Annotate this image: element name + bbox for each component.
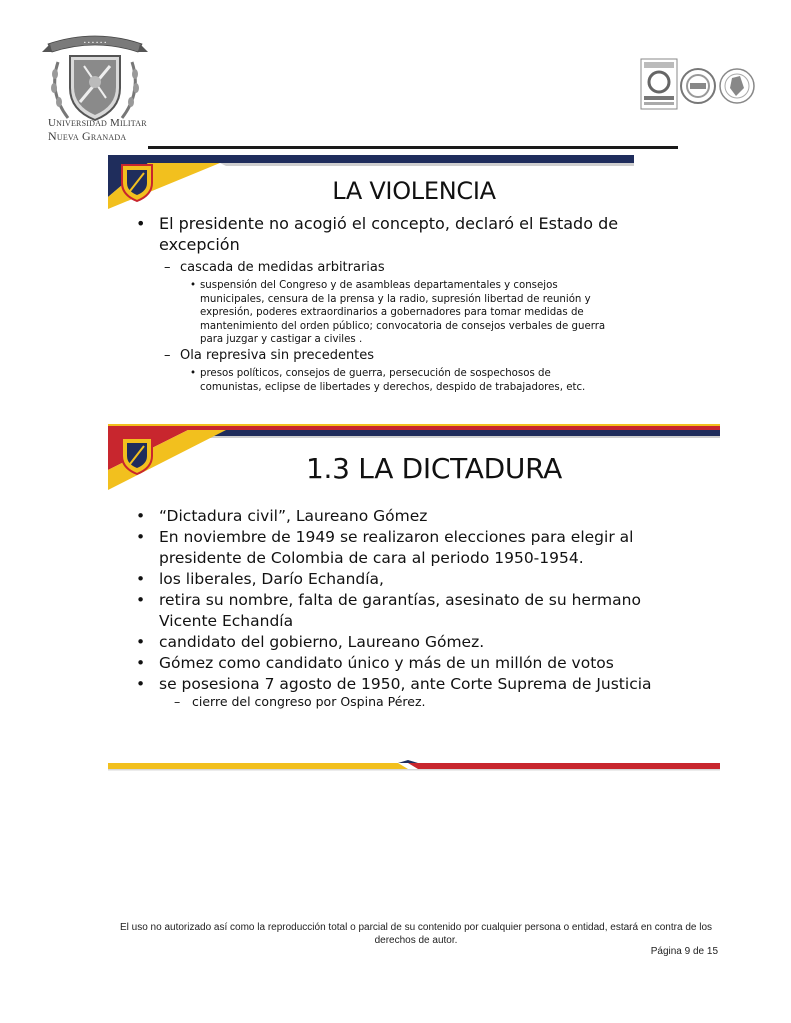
list-item: • Gómez como candidato único y más de un millón de votos [136, 653, 654, 674]
list-item: • se posesiona 7 agosto de 1950, ante Corte Suprema de Justicia [136, 674, 654, 695]
detail-item: • presos políticos, consejos de guerra, persecución de sospechosos de comunistas, eclipse de libertades y derechos, despido de trabajadores, etc. [200, 367, 610, 394]
quality-seal-icon [720, 69, 754, 103]
header-divider [148, 146, 678, 149]
sub-item-text: Ola represiva sin precedentes [180, 348, 375, 363]
list-item: • El presidente no acogió el concepto, declaró el Estado de excepción [136, 213, 712, 255]
university-name-line2: Nueva Granada [48, 129, 127, 143]
list-item: • candidato del gobierno, Laureano Gómez. [136, 632, 654, 653]
slide-title: 1.3 LA DICTADURA [306, 452, 562, 485]
slide-title: LA VIOLENCIA [332, 177, 496, 205]
list-item: • En noviembre de 1949 se realizaron elecciones para elegir al presidente de Colombia de cara al periodo 1950-1954. [136, 527, 654, 569]
detail-item: • suspensión del Congreso y de asambleas departamentales y consejos municipales, censura de la prensa y la radio, supresión libertad de reunión y expresión, poderes extraordinarios a gobernadores para tomar medidas de mantenimiento del orden público; convocatoria de consejos verbales de guerra para juzgar y castigar a civiles . [200, 279, 620, 347]
bullet-list [136, 506, 654, 695]
svg-text:• • • • • •: • • • • • • [83, 41, 107, 46]
list-item: • “Dictadura civil”, Laureano Gómez [136, 506, 654, 527]
icontec-certification-icon [641, 59, 677, 109]
dash-marker: – [174, 694, 181, 709]
page-number: Página 9 de 15 [650, 946, 718, 957]
slide-la-violencia [108, 155, 720, 417]
bullet-list [136, 213, 712, 255]
sub-item-text: cierre del congreso por Ospina Pérez. [192, 694, 426, 709]
sub-item-text: cascada de medidas arbitrarias [180, 260, 385, 275]
dash-marker: – [164, 348, 171, 363]
list-item: • los liberales, Darío Echandía, [136, 569, 654, 590]
slide-footer-band [108, 760, 720, 772]
dash-marker: – [164, 260, 171, 275]
sub-item [164, 259, 720, 276]
sub-item [164, 347, 720, 364]
sub-item [174, 694, 692, 710]
university-name-line1: Universidad Militar [48, 117, 147, 129]
certification-logos [640, 58, 756, 114]
iqnet-certification-icon [681, 69, 715, 103]
list-item: • retira su nombre, falta de garantías, asesinato de su hermano Vicente Echandía [136, 590, 654, 632]
copyright-notice: El uso no autorizado así como la reproducción total o parcial de su contenido por cualquier persona o entidad, estará en contra de los derechos de autor. [119, 922, 713, 946]
slide-la-dictadura [108, 424, 720, 772]
